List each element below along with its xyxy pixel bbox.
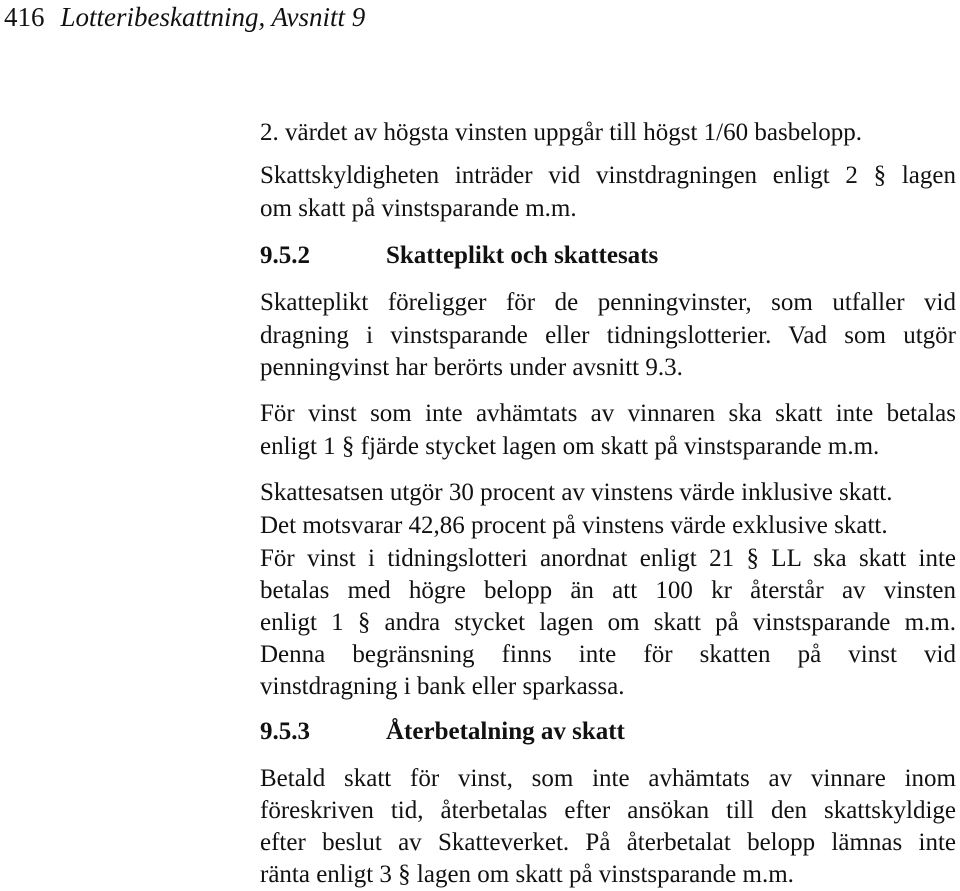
text-line: Skattesatsen utgör 30 procent av vinstens värde inklusive skatt. [260, 479, 893, 506]
text-line: föreskriven tid, återbetalas efter ansökan till den skattskyldige [260, 797, 956, 824]
section-number: 9.5.3 [260, 718, 310, 745]
text-line: Skattskyldigheten inträder vid vinstdragningen enligt 2 § lagen [260, 162, 956, 189]
text-line: penningvinst har berörts under avsnitt 9.3. [260, 354, 683, 381]
text-line: För vinst i tidningslotteri anordnat enligt 21 § LL ska skatt inte [260, 545, 956, 572]
text-line: För vinst som inte avhämtats av vinnaren ska skatt inte betalas [260, 400, 956, 427]
text-line: enligt 1 § fjärde stycket lagen om skatt på vinstsparande m.m. [260, 433, 880, 460]
text-line: vinstdragning i bank eller sparkassa. [260, 673, 625, 700]
running-header [4, 0, 365, 34]
text-line: efter beslut av Skatteverket. På återbetalat belopp lämnas inte [260, 829, 956, 856]
text-line: Skatteplikt föreligger för de penningvinster, som utfaller vid [260, 289, 956, 316]
section-number: 9.5.2 [260, 242, 310, 269]
text-line: Betald skatt för vinst, som inte avhämtats av vinnare inom [260, 765, 956, 792]
text-line: Denna begränsning finns inte för skatten på vinst vid [260, 641, 956, 668]
section-heading-9-5-2 [260, 240, 956, 272]
section-title: Återbetalning av skatt [386, 718, 625, 745]
running-title: Lotteribeskattning, Avsnitt 9 [60, 2, 366, 32]
text-line: dragning i vinstsparande eller tidningslotterier. Vad som utgör [260, 322, 956, 349]
text-line: enligt 1 § andra stycket lagen om skatt på vinstsparande m.m. [260, 609, 956, 636]
text-line: Det motsvarar 42,86 procent på vinstens värde exklusive skatt. [260, 512, 888, 539]
text-line: ränta enligt 3 § lagen om skatt på vinstsparande m.m. [260, 861, 794, 888]
text-line: betalas med högre belopp än att 100 kr återstår av vinsten [260, 577, 956, 604]
text-line: om skatt på vinstsparande m.m. [260, 195, 577, 222]
page-number: 416 [4, 2, 45, 32]
section-heading-9-5-3 [260, 716, 956, 748]
list-item-2: 2. värdet av högsta vinsten uppgår till högst 1/60 basbelopp. [260, 119, 862, 146]
section-title: Skatteplikt och skattesats [386, 242, 659, 269]
